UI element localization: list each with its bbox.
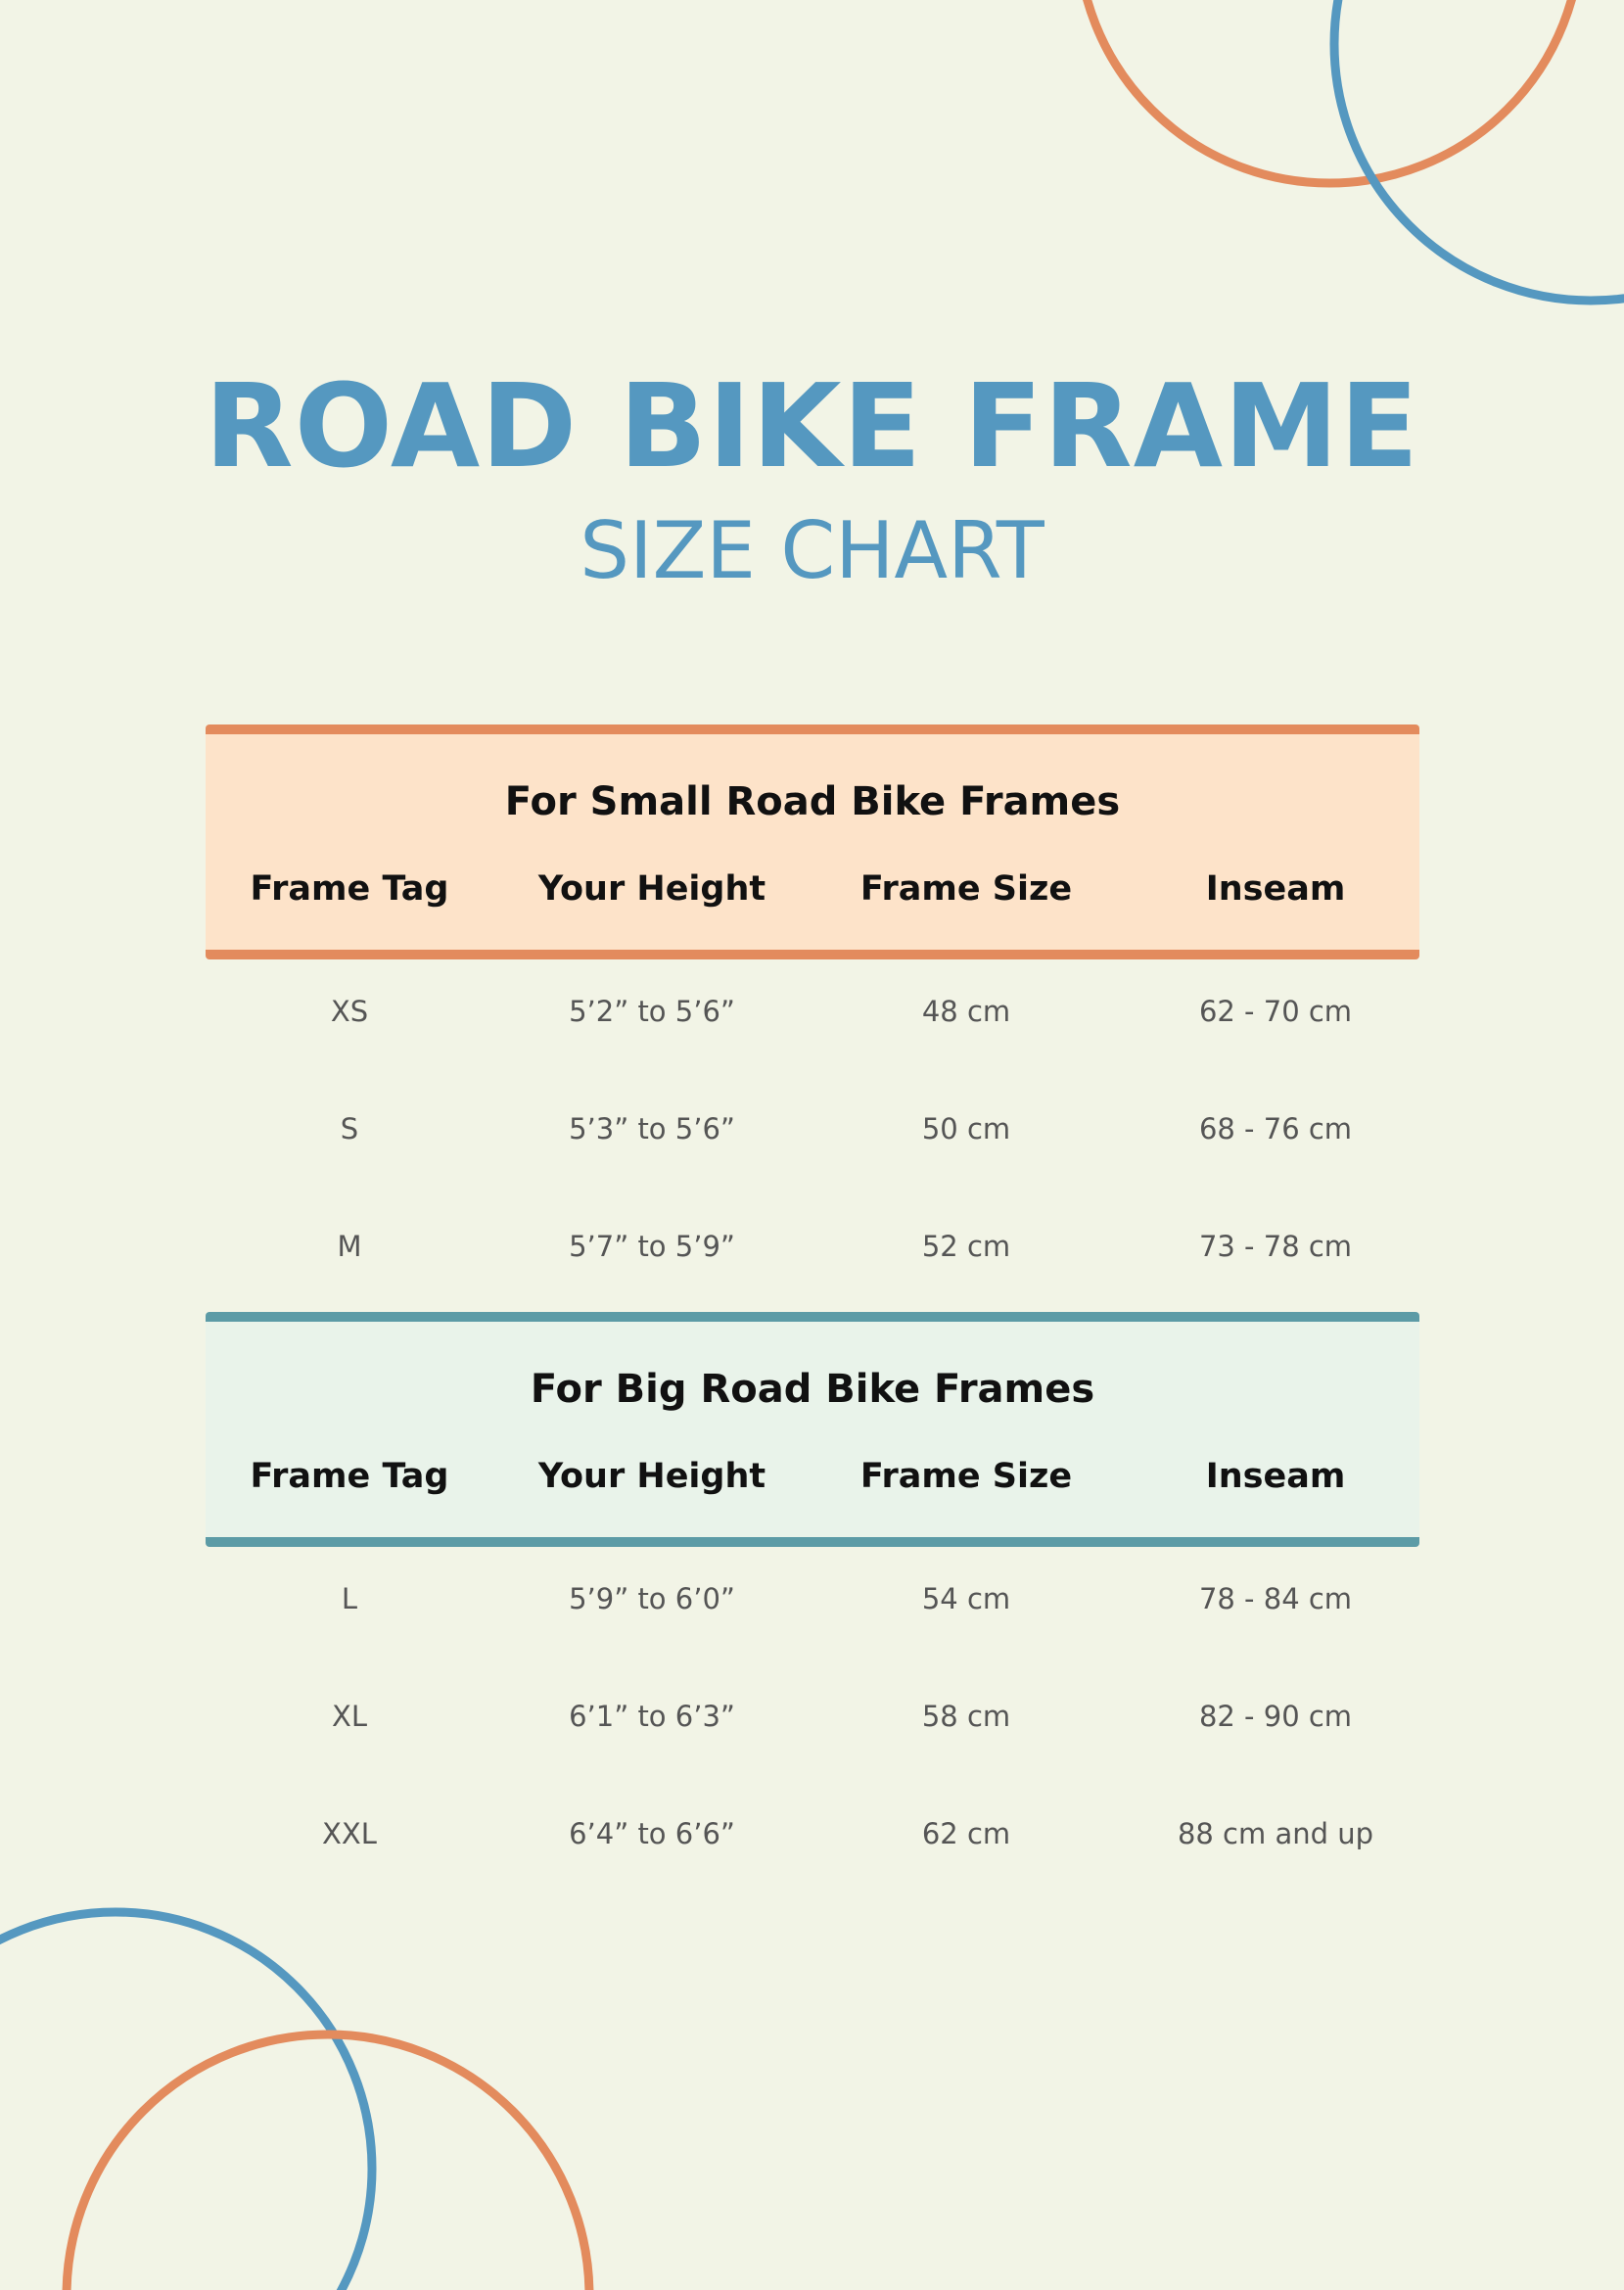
cell-your-height: 5’3” to 5’6” [569,1112,735,1145]
cell-frame-size: 52 cm [921,1230,1011,1263]
big-frames-header [206,1312,1419,1547]
column-headers [206,869,1419,918]
bottom-blue-circle [0,1912,372,2290]
cell-frame-tag: S [340,1112,359,1145]
col-header-frame-size: Frame Size [859,1457,1073,1496]
cell-inseam: 62 - 70 cm [1198,995,1353,1028]
page-subtitle: SIZE CHART [580,505,1044,596]
column-headers [206,1457,1419,1506]
col-header-your-height: Your Height [537,1457,766,1496]
table-row [206,1782,1419,1899]
cell-frame-size: 54 cm [921,1582,1011,1615]
cell-your-height: 6’4” to 6’6” [569,1817,735,1850]
top-blue-circle [1334,0,1624,301]
table-row [206,1194,1419,1312]
cell-frame-tag: M [337,1230,362,1263]
small-frames-section [206,724,1419,1312]
small-frames-rows [206,959,1419,1312]
cell-inseam: 78 - 84 cm [1198,1582,1353,1615]
title-block [0,352,1624,605]
big-frames-rows [206,1547,1419,1899]
cell-frame-size: 58 cm [921,1700,1011,1733]
cell-frame-tag: XXL [322,1817,377,1850]
cell-your-height: 5’7” to 5’9” [569,1230,735,1263]
cell-your-height: 5’9” to 6’0” [569,1582,735,1615]
cell-your-height: 6’1” to 6’3” [569,1700,735,1733]
big-frames-section [206,1312,1419,1899]
small-frames-header [206,724,1419,959]
cell-your-height: 5’2” to 5’6” [569,995,735,1028]
table-row [206,1664,1419,1782]
cell-inseam: 82 - 90 cm [1198,1700,1353,1733]
col-header-frame-tag: Frame Tag [250,869,449,909]
cell-frame-size: 62 cm [921,1817,1011,1850]
table-row [206,1547,1419,1664]
cell-frame-size: 48 cm [921,995,1011,1028]
table-row [206,959,1419,1077]
cell-frame-size: 50 cm [921,1112,1011,1145]
page-title: ROAD BIKE FRAME [204,358,1420,493]
section-title: For Big Road Bike Frames [530,1367,1095,1412]
cell-frame-tag: XL [331,1700,368,1733]
table-row [206,1077,1419,1194]
bottom-orange-circle [67,2034,589,2290]
col-header-inseam: Inseam [1205,869,1346,909]
cell-inseam: 73 - 78 cm [1198,1230,1353,1263]
top-orange-circle [1078,0,1581,183]
col-header-frame-size: Frame Size [859,869,1073,909]
section-title: For Small Road Bike Frames [504,779,1121,824]
col-header-your-height: Your Height [537,869,766,909]
cell-frame-tag: XS [330,995,369,1028]
col-header-inseam: Inseam [1205,1457,1346,1496]
cell-inseam: 88 cm and up [1177,1817,1374,1850]
cell-inseam: 68 - 76 cm [1198,1112,1353,1145]
cell-frame-tag: L [341,1582,358,1615]
col-header-frame-tag: Frame Tag [250,1457,449,1496]
